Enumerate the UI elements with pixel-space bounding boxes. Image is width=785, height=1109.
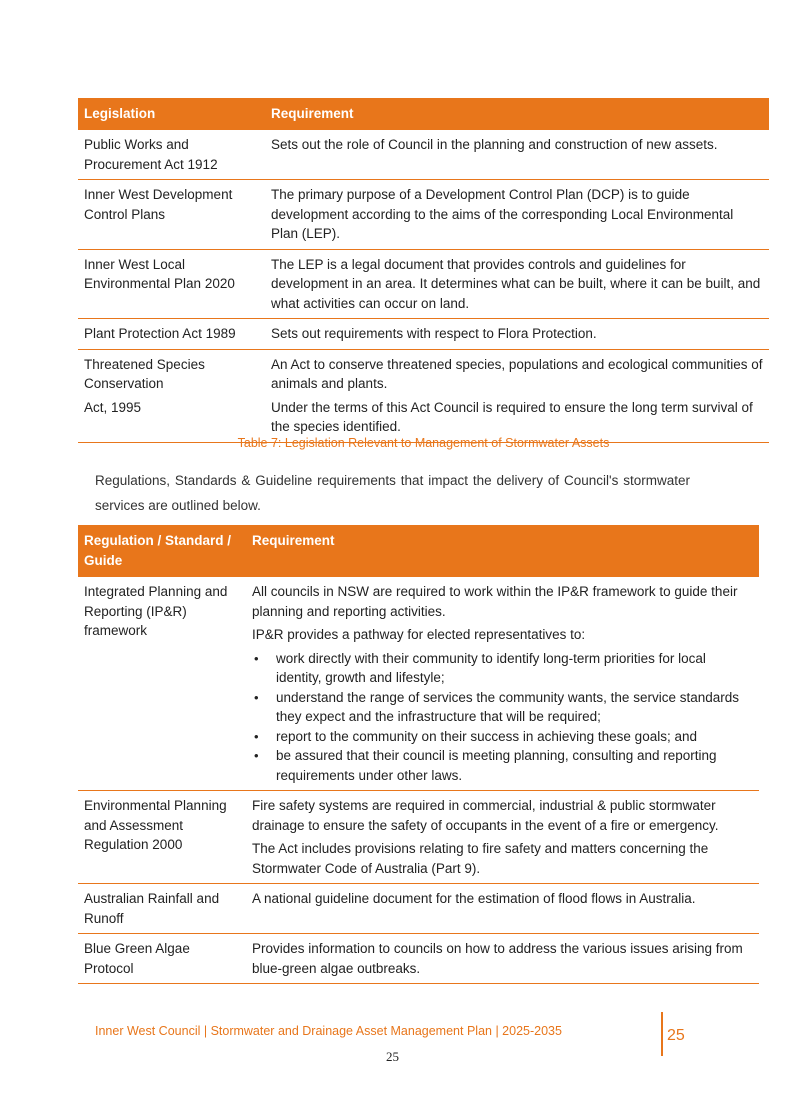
table-caption: Table 7: Legislation Relevant to Management of Stormwater Assets	[237, 436, 610, 450]
regulation-name: Australian Rainfall and Runoff	[78, 884, 246, 934]
regulation-name: Environmental Planning and Assessment Regulation 2000	[78, 791, 246, 884]
regulation-table	[78, 525, 759, 984]
list-item: • understand the range of services the community wants, the service standards they expect and the infrastructure that will be required;	[252, 688, 753, 727]
legislation-requirement: The LEP is a legal document that provides controls and guidelines for development in an area. It determines what can be built, where it can be built, and what activities can occur on land.	[265, 249, 769, 319]
legislation-name-line2: Act, 1995	[84, 399, 142, 415]
list-item: • report to the community on their success in achieving these goals; and	[252, 727, 753, 747]
table-row	[78, 180, 769, 250]
table-row	[78, 791, 759, 884]
table-row	[78, 349, 769, 442]
table-header-row	[78, 525, 759, 577]
column-header-legislation: Legislation	[78, 98, 265, 130]
regulation-requirement: A national guideline document for the estimation of flood flows in Australia.	[246, 884, 759, 934]
bullet-list	[252, 649, 753, 786]
legislation-requirement: Under the terms of this Act Council is required to ensure the long term survival of the species identified.	[271, 399, 753, 434]
legislation-name: Plant Protection Act 1989	[78, 319, 265, 350]
list-item: • be assured that their council is meeting planning, consulting and reporting requirements under other laws.	[252, 746, 753, 785]
legislation-name-cell	[78, 349, 265, 442]
regulation-requirement: All councils in NSW are required to work within the IP&R framework to guide their planning and reporting activities.	[252, 584, 738, 619]
legislation-requirement: The primary purpose of a Development Control Plan (DCP) is to guide development according to the aims of the corresponding Local Environmental Plan (LEP).	[265, 180, 769, 250]
column-header-requirement: Requirement	[265, 98, 769, 130]
table-row	[78, 130, 769, 180]
regulation-name: Integrated Planning and Reporting (IP&R) framework	[78, 577, 246, 791]
legislation-requirement-cell	[265, 349, 769, 442]
page-number: 25	[386, 1049, 399, 1064]
regulation-requirement: Provides information to councils on how to address the various issues arising from blue-green algae outbreaks.	[246, 934, 759, 984]
regulation-requirement: IP&R provides a pathway for elected representatives to:	[252, 627, 586, 642]
footer-page-label: 25	[667, 1027, 685, 1044]
column-header-regulation: Regulation / Standard / Guide	[78, 525, 246, 577]
footer-title: Inner West Council | Stormwater and Drainage Asset Management Plan | 2025-2035	[95, 1024, 562, 1038]
regulation-requirement-cell	[246, 791, 759, 884]
regulation-requirement: The Act includes provisions relating to fire safety and matters concerning the Stormwater Code of Australia (Part 9).	[252, 841, 709, 876]
regulation-requirement: Fire safety systems are required in commercial, industrial & public stormwater drainage to ensure the safety of occupants in the event of a fire or emergency.	[252, 798, 719, 833]
legislation-requirement: Sets out the role of Council in the planning and construction of new assets.	[265, 130, 769, 180]
legislation-name: Inner West Local Environmental Plan 2020	[78, 249, 265, 319]
legislation-name: Inner West Development Control Plans	[78, 180, 265, 250]
regulation-name: Blue Green Algae Protocol	[78, 934, 246, 984]
legislation-table	[78, 98, 769, 443]
legislation-name: Threatened Species Conservation	[84, 356, 205, 391]
table-row	[78, 884, 759, 934]
column-header-requirement: Requirement	[246, 525, 759, 577]
legislation-requirement: An Act to conserve threatened species, populations and ecological communities of animals and plants.	[271, 356, 763, 391]
regulation-requirement-cell	[246, 577, 759, 791]
table-row	[78, 249, 769, 319]
legislation-requirement: Sets out requirements with respect to Flora Protection.	[265, 319, 769, 350]
table-row	[78, 934, 759, 984]
table-row	[78, 319, 769, 350]
table-header-row	[78, 98, 769, 130]
intro-paragraph: Regulations, Standards & Guideline requirements that impact the delivery of Council's stormwater services are outlined below.	[95, 473, 690, 513]
legislation-name: Public Works and Procurement Act 1912	[78, 130, 265, 180]
list-item: • work directly with their community to identify long-term priorities for local identity, growth and lifestyle;	[252, 649, 753, 688]
table-row	[78, 577, 759, 791]
